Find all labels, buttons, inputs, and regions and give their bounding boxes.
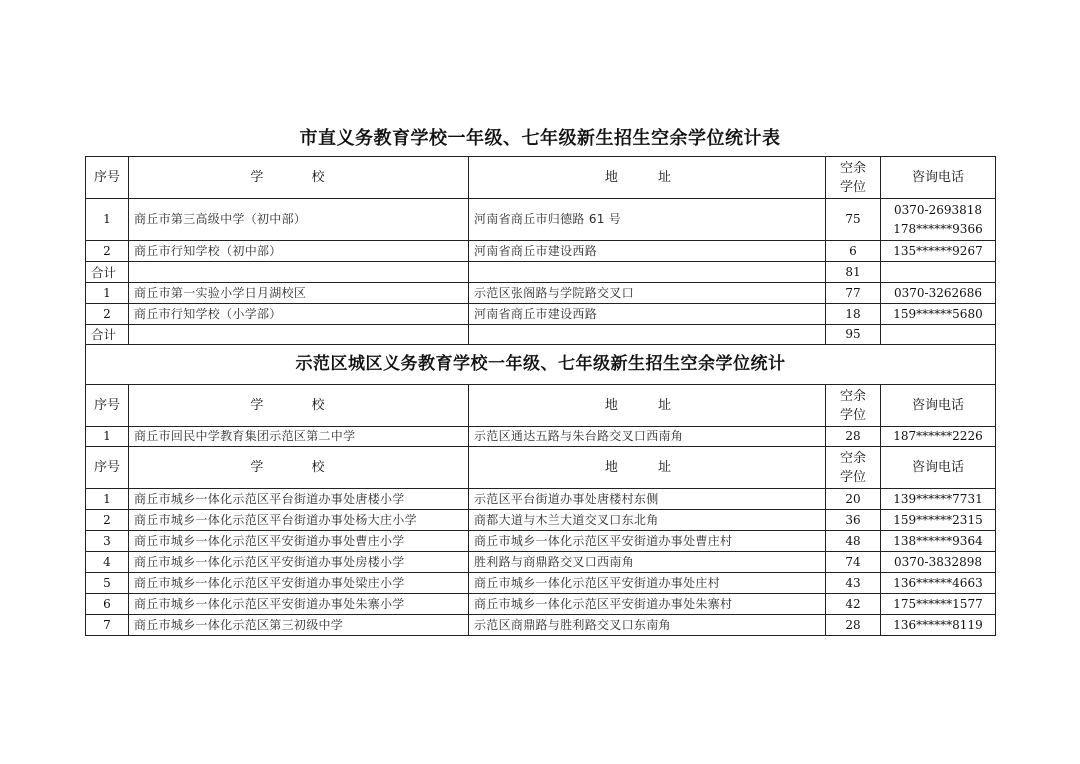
row-address: 示范区平台街道办事处唐楼村东侧 <box>469 489 826 510</box>
row-school: 商丘市第三高级中学（初中部） <box>129 199 469 241</box>
row-seq: 1 <box>86 427 129 447</box>
row-phone-1: 0370-2693818 <box>893 202 983 217</box>
row-address: 商丘市城乡一体化示范区平安街道办事处庄村 <box>469 573 826 594</box>
row-phone: 159******2315 <box>881 510 996 531</box>
total-row <box>86 262 996 283</box>
table-row <box>86 283 996 304</box>
header-vacancy <box>826 157 881 199</box>
total-label: 合计 <box>86 262 129 283</box>
table-row <box>86 427 996 447</box>
row-address: 示范区商鼎路与胜利路交叉口东南角 <box>469 615 826 636</box>
row-address: 示范区张阁路与学院路交叉口 <box>469 283 826 304</box>
header-vacancy <box>826 447 881 489</box>
row-vacancy: 18 <box>826 304 881 325</box>
row-seq: 1 <box>86 199 129 241</box>
header-address: 地 址 <box>469 385 826 427</box>
row-address: 商丘市城乡一体化示范区平安街道办事处曹庄村 <box>469 531 826 552</box>
section-title-row <box>86 345 996 385</box>
header-vacancy-line1: 空余 <box>839 450 866 466</box>
row-school: 商丘市城乡一体化示范区平台街道办事处唐楼小学 <box>129 489 469 510</box>
header-seq: 序号 <box>86 157 129 199</box>
header-phone: 咨询电话 <box>881 385 996 427</box>
header-school: 学 校 <box>129 385 469 427</box>
row-school: 商丘市城乡一体化示范区平安街道办事处朱寨小学 <box>129 594 469 615</box>
row-school: 商丘市第一实验小学日月湖校区 <box>129 283 469 304</box>
row-school: 商丘市行知学校（小学部） <box>129 304 469 325</box>
row-seq: 1 <box>86 489 129 510</box>
header-vacancy-line2: 学位 <box>839 469 866 485</box>
row-vacancy: 28 <box>826 427 881 447</box>
vacancy-table <box>85 156 996 636</box>
row-vacancy: 6 <box>826 241 881 262</box>
header-phone: 咨询电话 <box>881 447 996 489</box>
header-vacancy <box>826 385 881 427</box>
row-school: 商丘市城乡一体化示范区平安街道办事处梁庄小学 <box>129 573 469 594</box>
row-vacancy: 28 <box>826 615 881 636</box>
section-title: 示范区城区义务教育学校一年级、七年级新生招生空余学位统计 <box>86 345 996 385</box>
row-phone: 139******7731 <box>881 489 996 510</box>
table-row <box>86 594 996 615</box>
row-vacancy: 77 <box>826 283 881 304</box>
row-phone: 159******5680 <box>881 304 996 325</box>
table-row <box>86 241 996 262</box>
row-seq: 1 <box>86 283 129 304</box>
row-address: 河南省商丘市建设西路 <box>469 304 826 325</box>
total-value: 95 <box>826 325 881 345</box>
row-school: 商丘市行知学校（初中部） <box>129 241 469 262</box>
row-seq: 5 <box>86 573 129 594</box>
row-school: 商丘市城乡一体化示范区第三初级中学 <box>129 615 469 636</box>
row-seq: 3 <box>86 531 129 552</box>
table-row <box>86 489 996 510</box>
header-seq: 序号 <box>86 385 129 427</box>
row-vacancy: 74 <box>826 552 881 573</box>
row-school: 商丘市城乡一体化示范区平安街道办事处房楼小学 <box>129 552 469 573</box>
row-phone: 0370-3832898 <box>881 552 996 573</box>
header-vacancy-line1: 空余 <box>839 388 866 404</box>
row-vacancy: 36 <box>826 510 881 531</box>
header-vacancy-line2: 学位 <box>839 179 866 195</box>
row-seq: 2 <box>86 241 129 262</box>
table-row <box>86 199 996 241</box>
row-vacancy: 42 <box>826 594 881 615</box>
row-address: 商都大道与木兰大道交叉口东北角 <box>469 510 826 531</box>
page-title: 市直义务教育学校一年级、七年级新生招生空余学位统计表 <box>299 128 781 149</box>
header-vacancy-line2: 学位 <box>839 407 866 423</box>
total-row <box>86 325 996 345</box>
row-seq: 2 <box>86 510 129 531</box>
row-seq: 6 <box>86 594 129 615</box>
row-address: 示范区通达五路与朱台路交叉口西南角 <box>469 427 826 447</box>
row-vacancy: 43 <box>826 573 881 594</box>
row-school: 商丘市回民中学教育集团示范区第二中学 <box>129 427 469 447</box>
row-vacancy: 75 <box>826 199 881 241</box>
row-phone <box>881 199 996 241</box>
row-address: 胜利路与商鼎路交叉口西南角 <box>469 552 826 573</box>
header-school: 学 校 <box>129 157 469 199</box>
total-label: 合计 <box>86 325 129 345</box>
table-row <box>86 510 996 531</box>
table-row <box>86 573 996 594</box>
table-row <box>86 531 996 552</box>
row-phone: 136******8119 <box>881 615 996 636</box>
header-school: 学 校 <box>129 447 469 489</box>
row-phone: 0370-3262686 <box>881 283 996 304</box>
row-phone: 175******1577 <box>881 594 996 615</box>
header-row <box>86 447 996 489</box>
row-vacancy: 48 <box>826 531 881 552</box>
header-address: 地 址 <box>469 447 826 489</box>
row-phone-2: 178******9366 <box>893 221 983 236</box>
header-row <box>86 157 996 199</box>
row-seq: 7 <box>86 615 129 636</box>
row-seq: 4 <box>86 552 129 573</box>
header-phone: 咨询电话 <box>881 157 996 199</box>
table-row <box>86 615 996 636</box>
header-address: 地 址 <box>469 157 826 199</box>
header-seq: 序号 <box>86 447 129 489</box>
header-vacancy-line1: 空余 <box>839 160 866 176</box>
row-address: 河南省商丘市归德路 61 号 <box>469 199 826 241</box>
table-row <box>86 552 996 573</box>
row-phone: 135******9267 <box>881 241 996 262</box>
row-seq: 2 <box>86 304 129 325</box>
total-value: 81 <box>826 262 881 283</box>
header-row <box>86 385 996 427</box>
row-address: 商丘市城乡一体化示范区平安街道办事处朱寨村 <box>469 594 826 615</box>
row-school: 商丘市城乡一体化示范区平台街道办事处杨大庄小学 <box>129 510 469 531</box>
row-address: 河南省商丘市建设西路 <box>469 241 826 262</box>
row-school: 商丘市城乡一体化示范区平安街道办事处曹庄小学 <box>129 531 469 552</box>
row-phone: 187******2226 <box>881 427 996 447</box>
row-phone: 136******4663 <box>881 573 996 594</box>
row-phone: 138******9364 <box>881 531 996 552</box>
table-row <box>86 304 996 325</box>
row-vacancy: 20 <box>826 489 881 510</box>
